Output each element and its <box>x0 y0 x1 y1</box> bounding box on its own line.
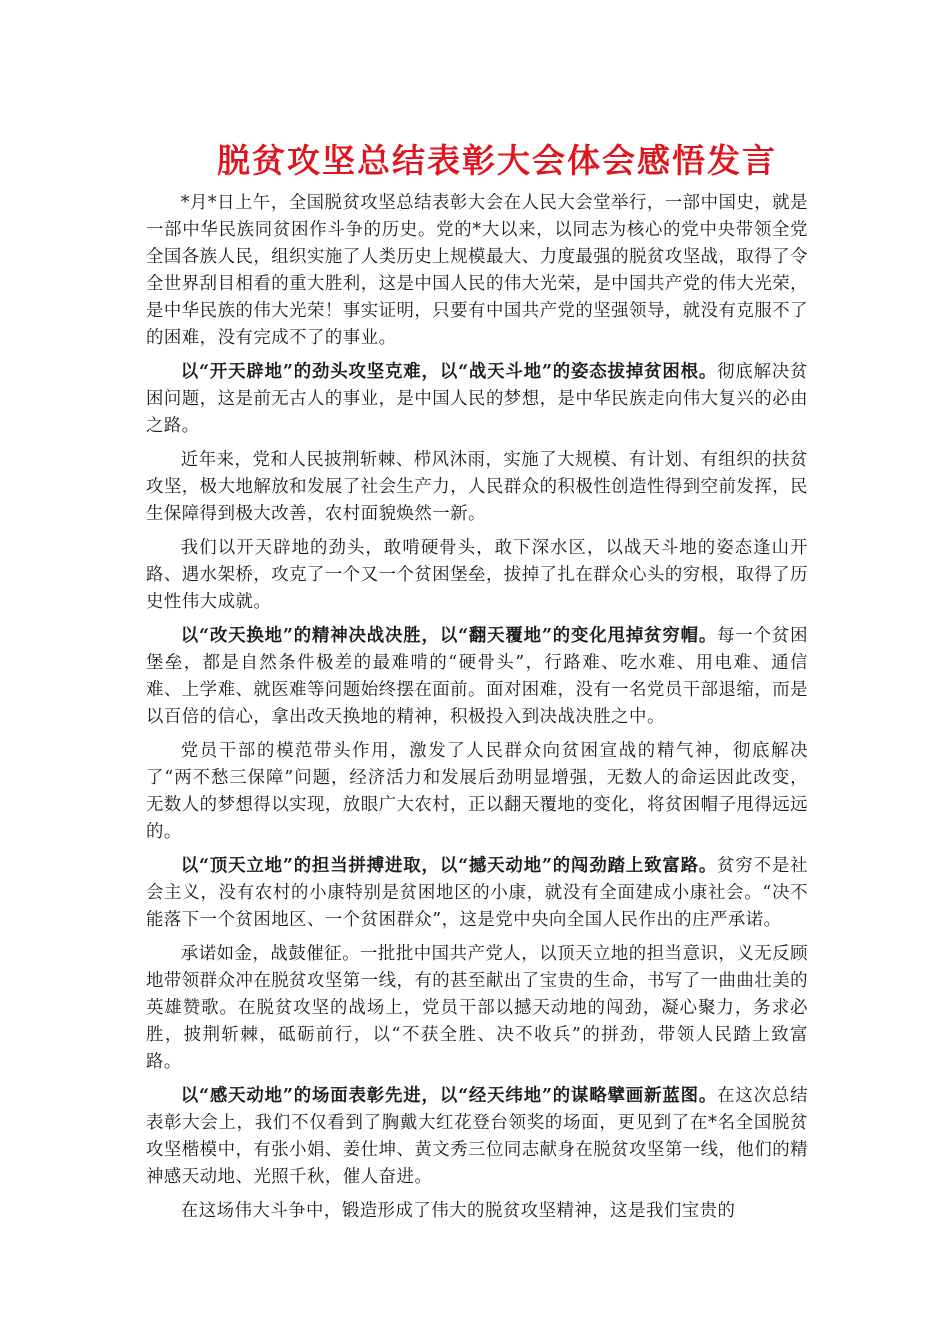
paragraph-text: 贫穷不是社会主义，没有农村的小康特别是贫困地区的小康，就没有全面建成小康社会。“决不能落下一个贫困地区、一个贫困群众”，这是党中央向全国人民作出的庄严承诺。 <box>146 856 808 930</box>
paragraph-lead: 以“开天辟地”的劲头攻坚克难，以“战天斗地”的姿态拔掉贫困根。 <box>180 362 718 382</box>
paragraph-lead: 以“顶天立地”的担当拼搏进取，以“撼天动地”的闯劲踏上致富路。 <box>180 856 718 876</box>
paragraph-8 <box>146 941 808 1076</box>
paragraph-lead: 以“改天换地”的精神决战决胜，以“翻天覆地”的变化甩掉贫穷帽。 <box>180 626 718 646</box>
paragraph-9 <box>146 1083 808 1191</box>
paragraph-text: 党员干部的模范带头作用，激发了人民群众向贫困宣战的精气神，彻底解决了“两不愁三保障”问题，经济活力和发展后劲明显增强，无数人的命运因此改变，无数人的梦想得以实现，放眼广大农村，正以翻天覆地的变化，将贫困帽子甩得远远的。 <box>146 741 808 842</box>
paragraph-text: 每一个贫困堡垒，都是自然条件极差的最难啃的“硬骨头”，行路难、吃水难、用电难、通信难、上学难、就医难等问题始终摆在面前。面对困难，没有一名党员干部退缩，而是以百倍的信心，拿出改天换地的精神，积极投入到决战决胜之中。 <box>146 626 808 727</box>
document-title: 脱贫攻坚总结表彰大会体会感悟发言 <box>217 141 777 180</box>
paragraph-1 <box>146 190 808 352</box>
paragraph-text: 彻底解决贫困问题，这是前无古人的事业，是中国人民的梦想，是中华民族走向伟大复兴的必由之路。 <box>146 362 808 436</box>
paragraph-lead: 以“感天动地”的场面表彰先进，以“经天纬地”的谋略擘画新蓝图。 <box>180 1086 718 1106</box>
paragraph-text: 近年来，党和人民披荆斩棘、栉风沐雨，实施了大规模、有计划、有组织的扶贫攻坚，极大地解放和发展了社会生产力，人民群众的积极性创造性得到空前发挥，民生保障得到极大改善，农村面貌焕然一新。 <box>146 450 808 524</box>
paragraph-5 <box>146 623 808 731</box>
paragraph-2 <box>146 359 808 440</box>
paragraph-4 <box>146 535 808 616</box>
paragraph-text: 在这场伟大斗争中，锻造形成了伟大的脱贫攻坚精神，这是我们宝贵的 <box>180 1201 736 1221</box>
paragraph-text: 我们以开天辟地的劲头，敢啃硬骨头，敢下深水区，以战天斗地的姿态逢山开路、遇水架桥，攻克了一个又一个贫困堡垒，拔掉了扎在群众心头的穷根，取得了历史性伟大成就。 <box>146 538 808 612</box>
paragraph-10 <box>146 1198 808 1225</box>
paragraph-3 <box>146 447 808 528</box>
paragraph-7 <box>146 853 808 934</box>
paragraph-text: 在这次总结表彰大会上，我们不仅看到了胸戴大红花登台领奖的场面，更见到了在*名全国脱贫攻坚楷模中，有张小娟、姜仕坤、黄文秀三位同志献身在脱贫攻坚第一线，他们的精神感天动地、光照千秋，催人奋进。 <box>146 1086 808 1187</box>
paragraph-text: *月*日上午，全国脱贫攻坚总结表彰大会在人民大会堂举行，一部中国史，就是一部中华民族同贫困作斗争的历史。党的*大以来，以同志为核心的党中央带领全党全国各族人民，组织实施了人类历史上规模最大、力度最强的脱贫攻坚战，取得了令全世界刮目相看的重大胜利，这是中国人民的伟大光荣，是中国共产党的伟大光荣，是中华民族的伟大光荣！事实证明，只要有中国共产党的坚强领导，就没有克服不了的困难，没有完成不了的事业。 <box>146 193 808 348</box>
paragraph-text: 承诺如金，战鼓催征。一批批中国共产党人，以顶天立地的担当意识，义无反顾地带领群众冲在脱贫攻坚第一线，有的甚至献出了宝贵的生命，书写了一曲曲壮美的英雄赞歌。在脱贫攻坚的战场上，党员干部以撼天动地的闯劲，凝心聚力，务求必胜，披荆斩棘，砥砺前行，以“不获全胜、决不收兵”的拼劲，带领人民踏上致富路。 <box>146 944 808 1072</box>
document-body <box>146 190 808 1232</box>
paragraph-6 <box>146 738 808 846</box>
